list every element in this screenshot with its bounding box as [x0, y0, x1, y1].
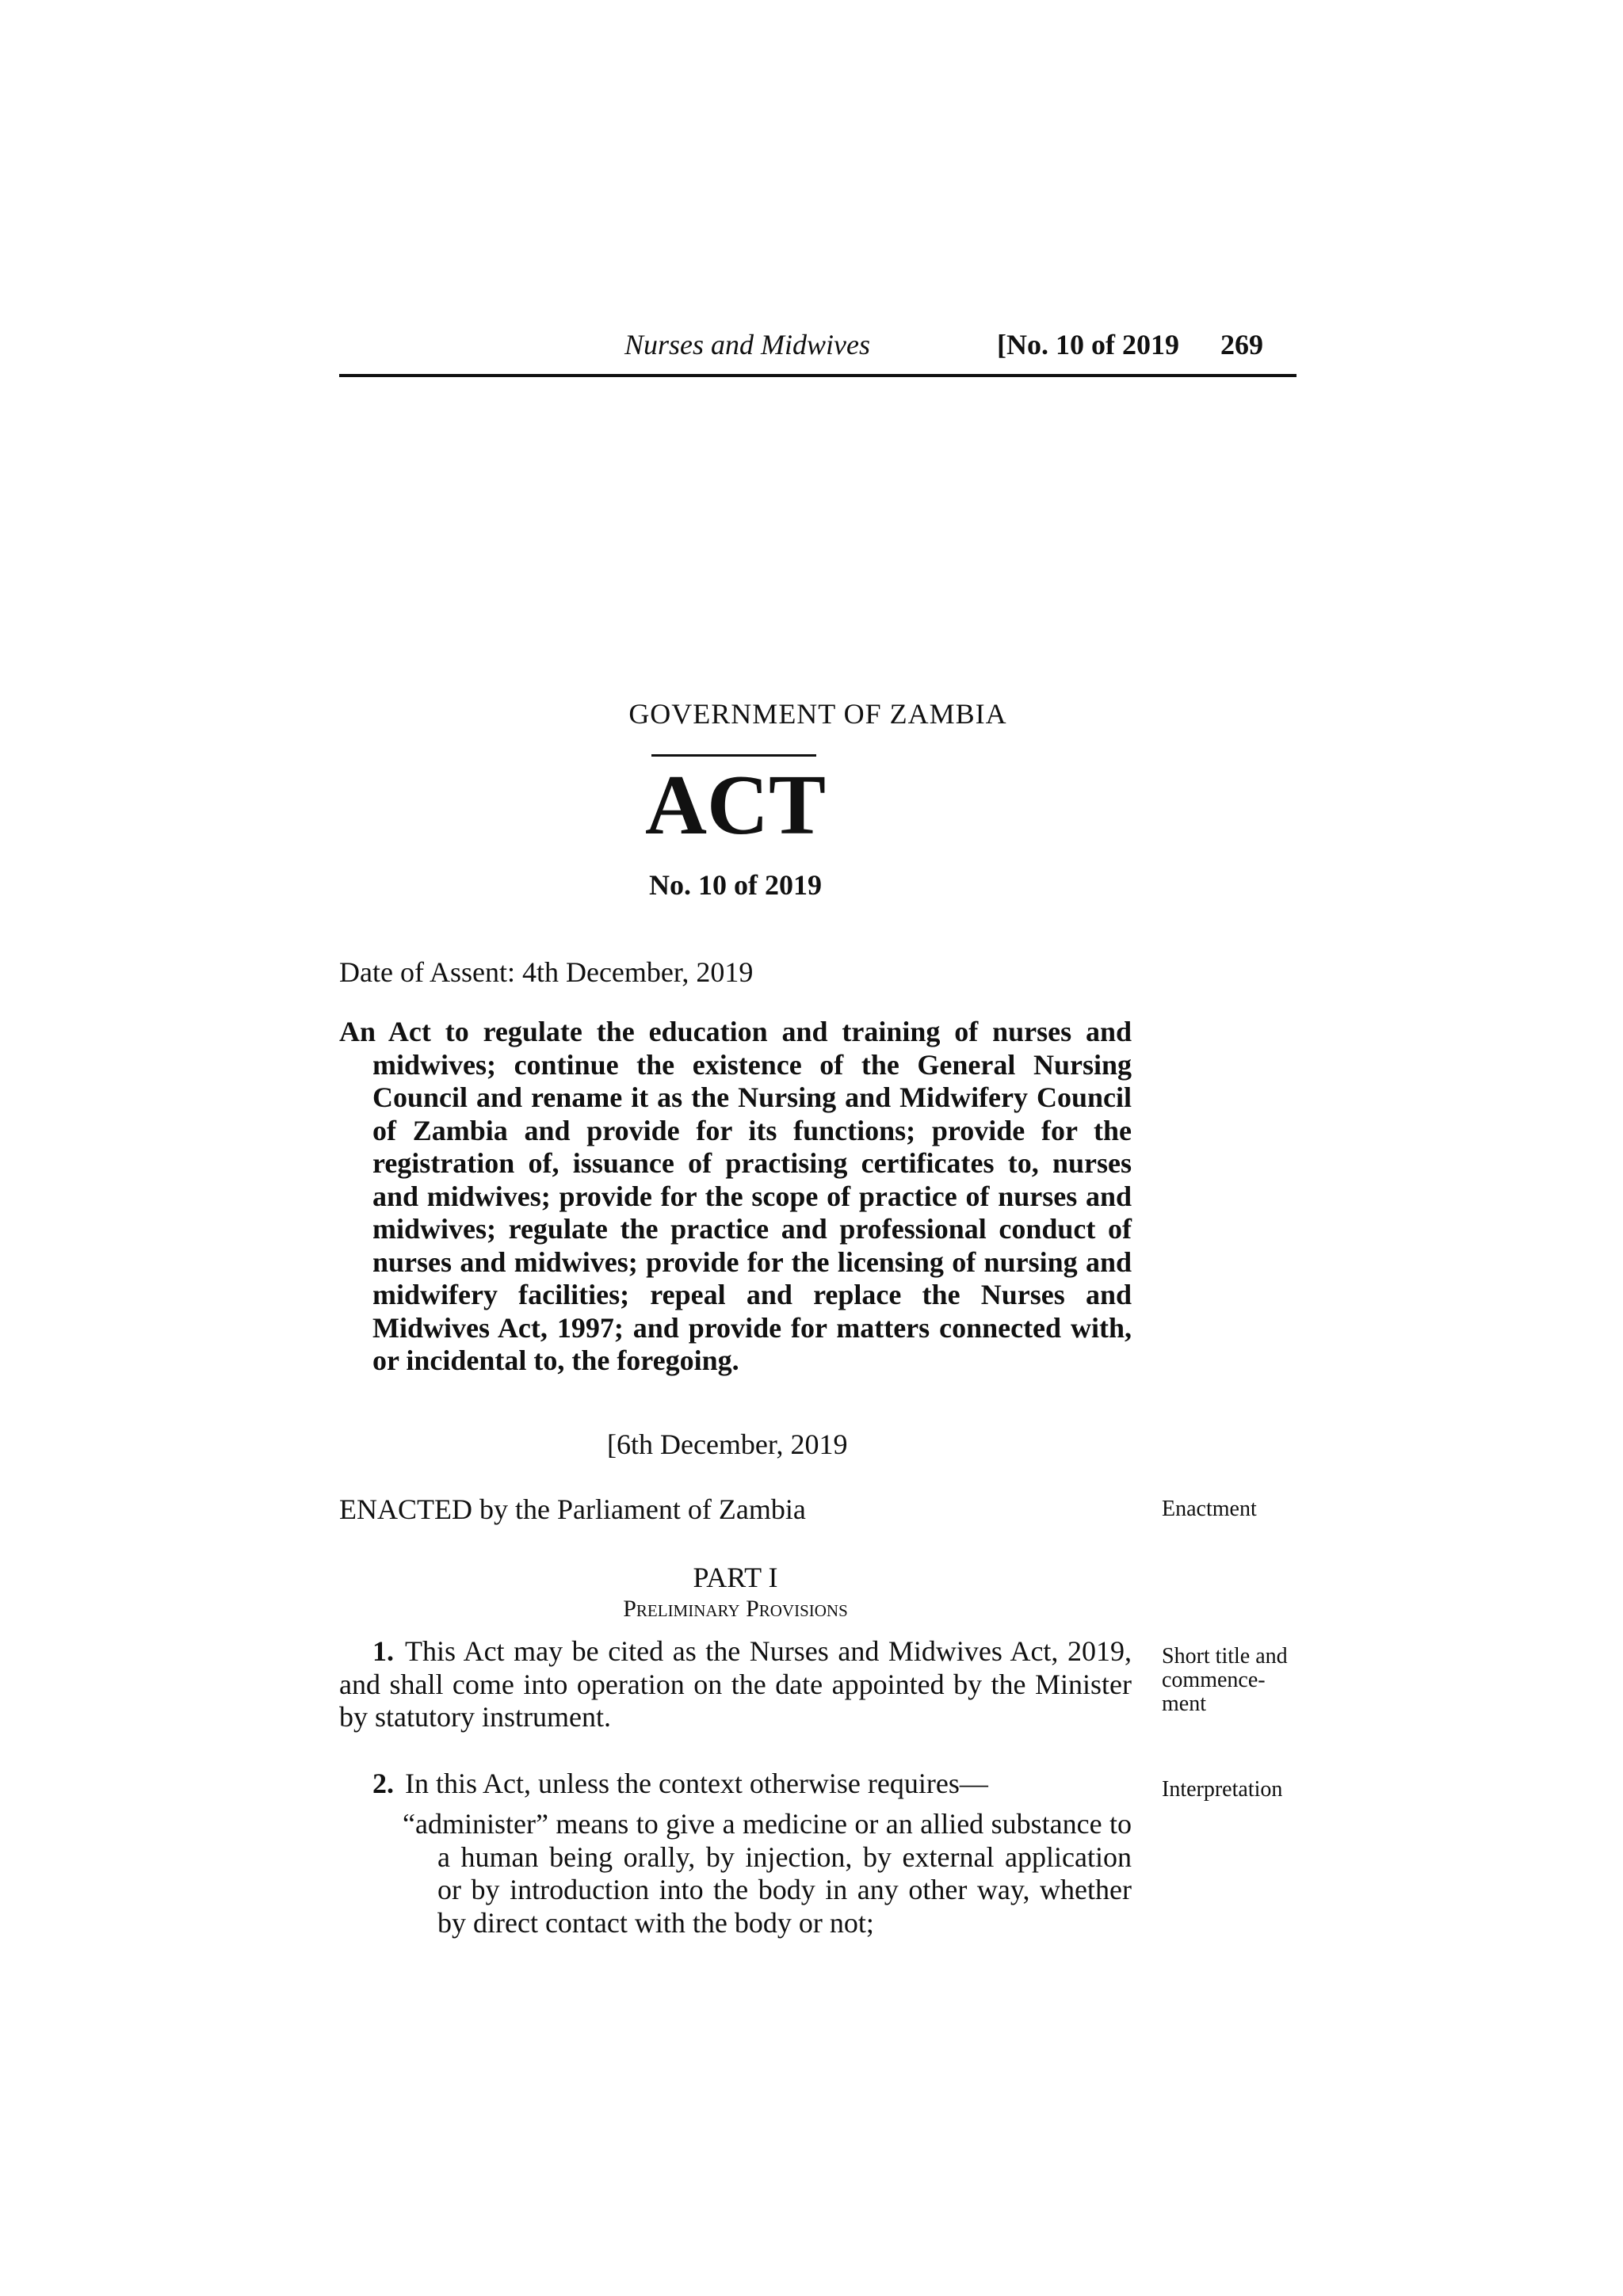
section-2 — [372, 1767, 988, 1800]
section-text: This Act may be cited as the Nurses and Midwives Act, 2019, and shall come into operation on the date appointed by the Minister by statutory instrument. — [339, 1635, 1132, 1733]
section-text: In this Act, unless the context otherwise requires— — [405, 1768, 988, 1799]
running-header-act-ref: [No. 10 of 2019 — [997, 329, 1179, 360]
part-number: PART I — [693, 1562, 778, 1593]
section-number: 1. — [372, 1635, 394, 1667]
government-heading: GOVERNMENT OF ZAMBIA — [628, 698, 1007, 730]
act-number: No. 10 of 2019 — [649, 869, 822, 901]
enacting-clause: ENACTED by the Parliament of Zambia — [339, 1493, 806, 1525]
definition-administer: “administer” means to give a medicine or an allied substance to a human being orally, by injection, by external application or by introduction into the body in any other way, whether by direct contact with the body or not; — [403, 1808, 1132, 1939]
long-title: An Act to regulate the education and training of nurses and midwives; continue the existence of the General Nursing Council and rename it as the Nursing and Midwifery Council of Zambia and provide for its functions; provide for the registration of, issuance of practising certificates to, nurses and midwives; provide for the scope of practice of nurses and midwives; regulate the practice and professional conduct of nurses and midwives; provide for the licensing of nursing and midwifery facilities; repeal and replace the Nurses and Midwives Act, 1997; and provide for matters connected with, or incidental to, the foregoing. — [339, 1016, 1132, 1376]
date-of-assent: Date of Assent: 4th December, 2019 — [339, 956, 754, 988]
margin-note-interpretation: Interpretation — [1162, 1777, 1283, 1802]
part-name: Preliminary Provisions — [623, 1596, 848, 1622]
margin-note-short-title: Short title and commence-ment — [1162, 1644, 1288, 1716]
section-number: 2. — [372, 1768, 394, 1799]
commencement-date: [6th December, 2019 — [607, 1428, 848, 1460]
act-heading: ACT — [644, 758, 827, 852]
section-1 — [339, 1635, 1132, 1734]
page-number: 269 — [1220, 329, 1263, 360]
margin-note-enactment: Enactment — [1162, 1497, 1257, 1521]
running-header-title: Nurses and Midwives — [624, 329, 870, 360]
title-rule — [651, 754, 816, 757]
header-rule — [339, 374, 1296, 377]
